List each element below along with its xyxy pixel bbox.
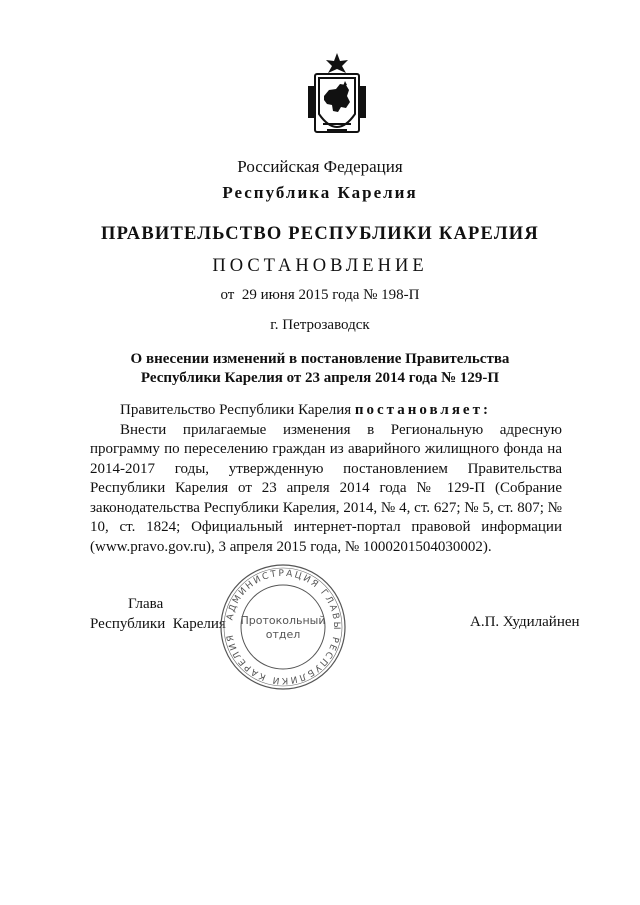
subject-line-1: О внесении изменений в постановление Правительства bbox=[130, 351, 510, 367]
signature-title bbox=[90, 595, 226, 634]
body-paragraph: Внести прилагаемые изменения в Региональную адресную программу по переселению граждан из аварийного жилищного фонда на 2014-2017 годы, утвержденную постановлением Правительства Республики Карелия от 23 апреля 2014 года № 129-П (Собрание законодательства Республики Карелия, 2014, № 4, ст. 627; № 5, ст. 807; № 10, ст. 1824; Официальный интернет-портал правовой информации (www.pravo.gov.ru), 3 апреля 2015 года, № 1000201504030002). bbox=[90, 421, 562, 555]
signature-title-line-1: Глава bbox=[128, 596, 164, 612]
intro-spaced-word: постановляет: bbox=[354, 402, 491, 418]
stamp-center-line-1: Протокольный bbox=[240, 614, 326, 627]
document-subject bbox=[0, 350, 640, 388]
svg-text:АДМИНИСТРАЦИЯ ГЛАВЫ РЕСПУБЛИКИ bbox=[225, 569, 341, 685]
document-city: г. Петрозаводск bbox=[270, 317, 370, 333]
signatory-name: А.П. Худилайнен bbox=[470, 614, 580, 630]
document-date: от 29 июня 2015 года № 198-П bbox=[220, 287, 420, 303]
coat-of-arms-emblem bbox=[302, 52, 372, 144]
body-intro bbox=[90, 401, 562, 421]
country-name: Российская Федерация bbox=[237, 157, 403, 176]
stamp-ring-text: АДМИНИСТРАЦИЯ ГЛАВЫ РЕСПУБЛИКИ КАРЕЛИЯ bbox=[225, 568, 342, 686]
subject-line-2: Республики Карелия от 23 апреля 2014 года № 129-П bbox=[140, 370, 500, 386]
document-type: ПОСТАНОВЛЕНИЕ bbox=[212, 256, 428, 276]
republic-name: Республика Карелия bbox=[222, 183, 418, 202]
government-title: ПРАВИТЕЛЬСТВО РЕСПУБЛИКИ КАРЕЛИЯ bbox=[101, 224, 539, 244]
intro-text: Правительство Республики Карелия bbox=[120, 402, 355, 418]
signature-title-line-2: Республики Карелия bbox=[90, 615, 226, 632]
official-stamp bbox=[218, 562, 348, 692]
stamp-center-line-2: отдел bbox=[265, 628, 301, 641]
document-body bbox=[90, 401, 562, 557]
